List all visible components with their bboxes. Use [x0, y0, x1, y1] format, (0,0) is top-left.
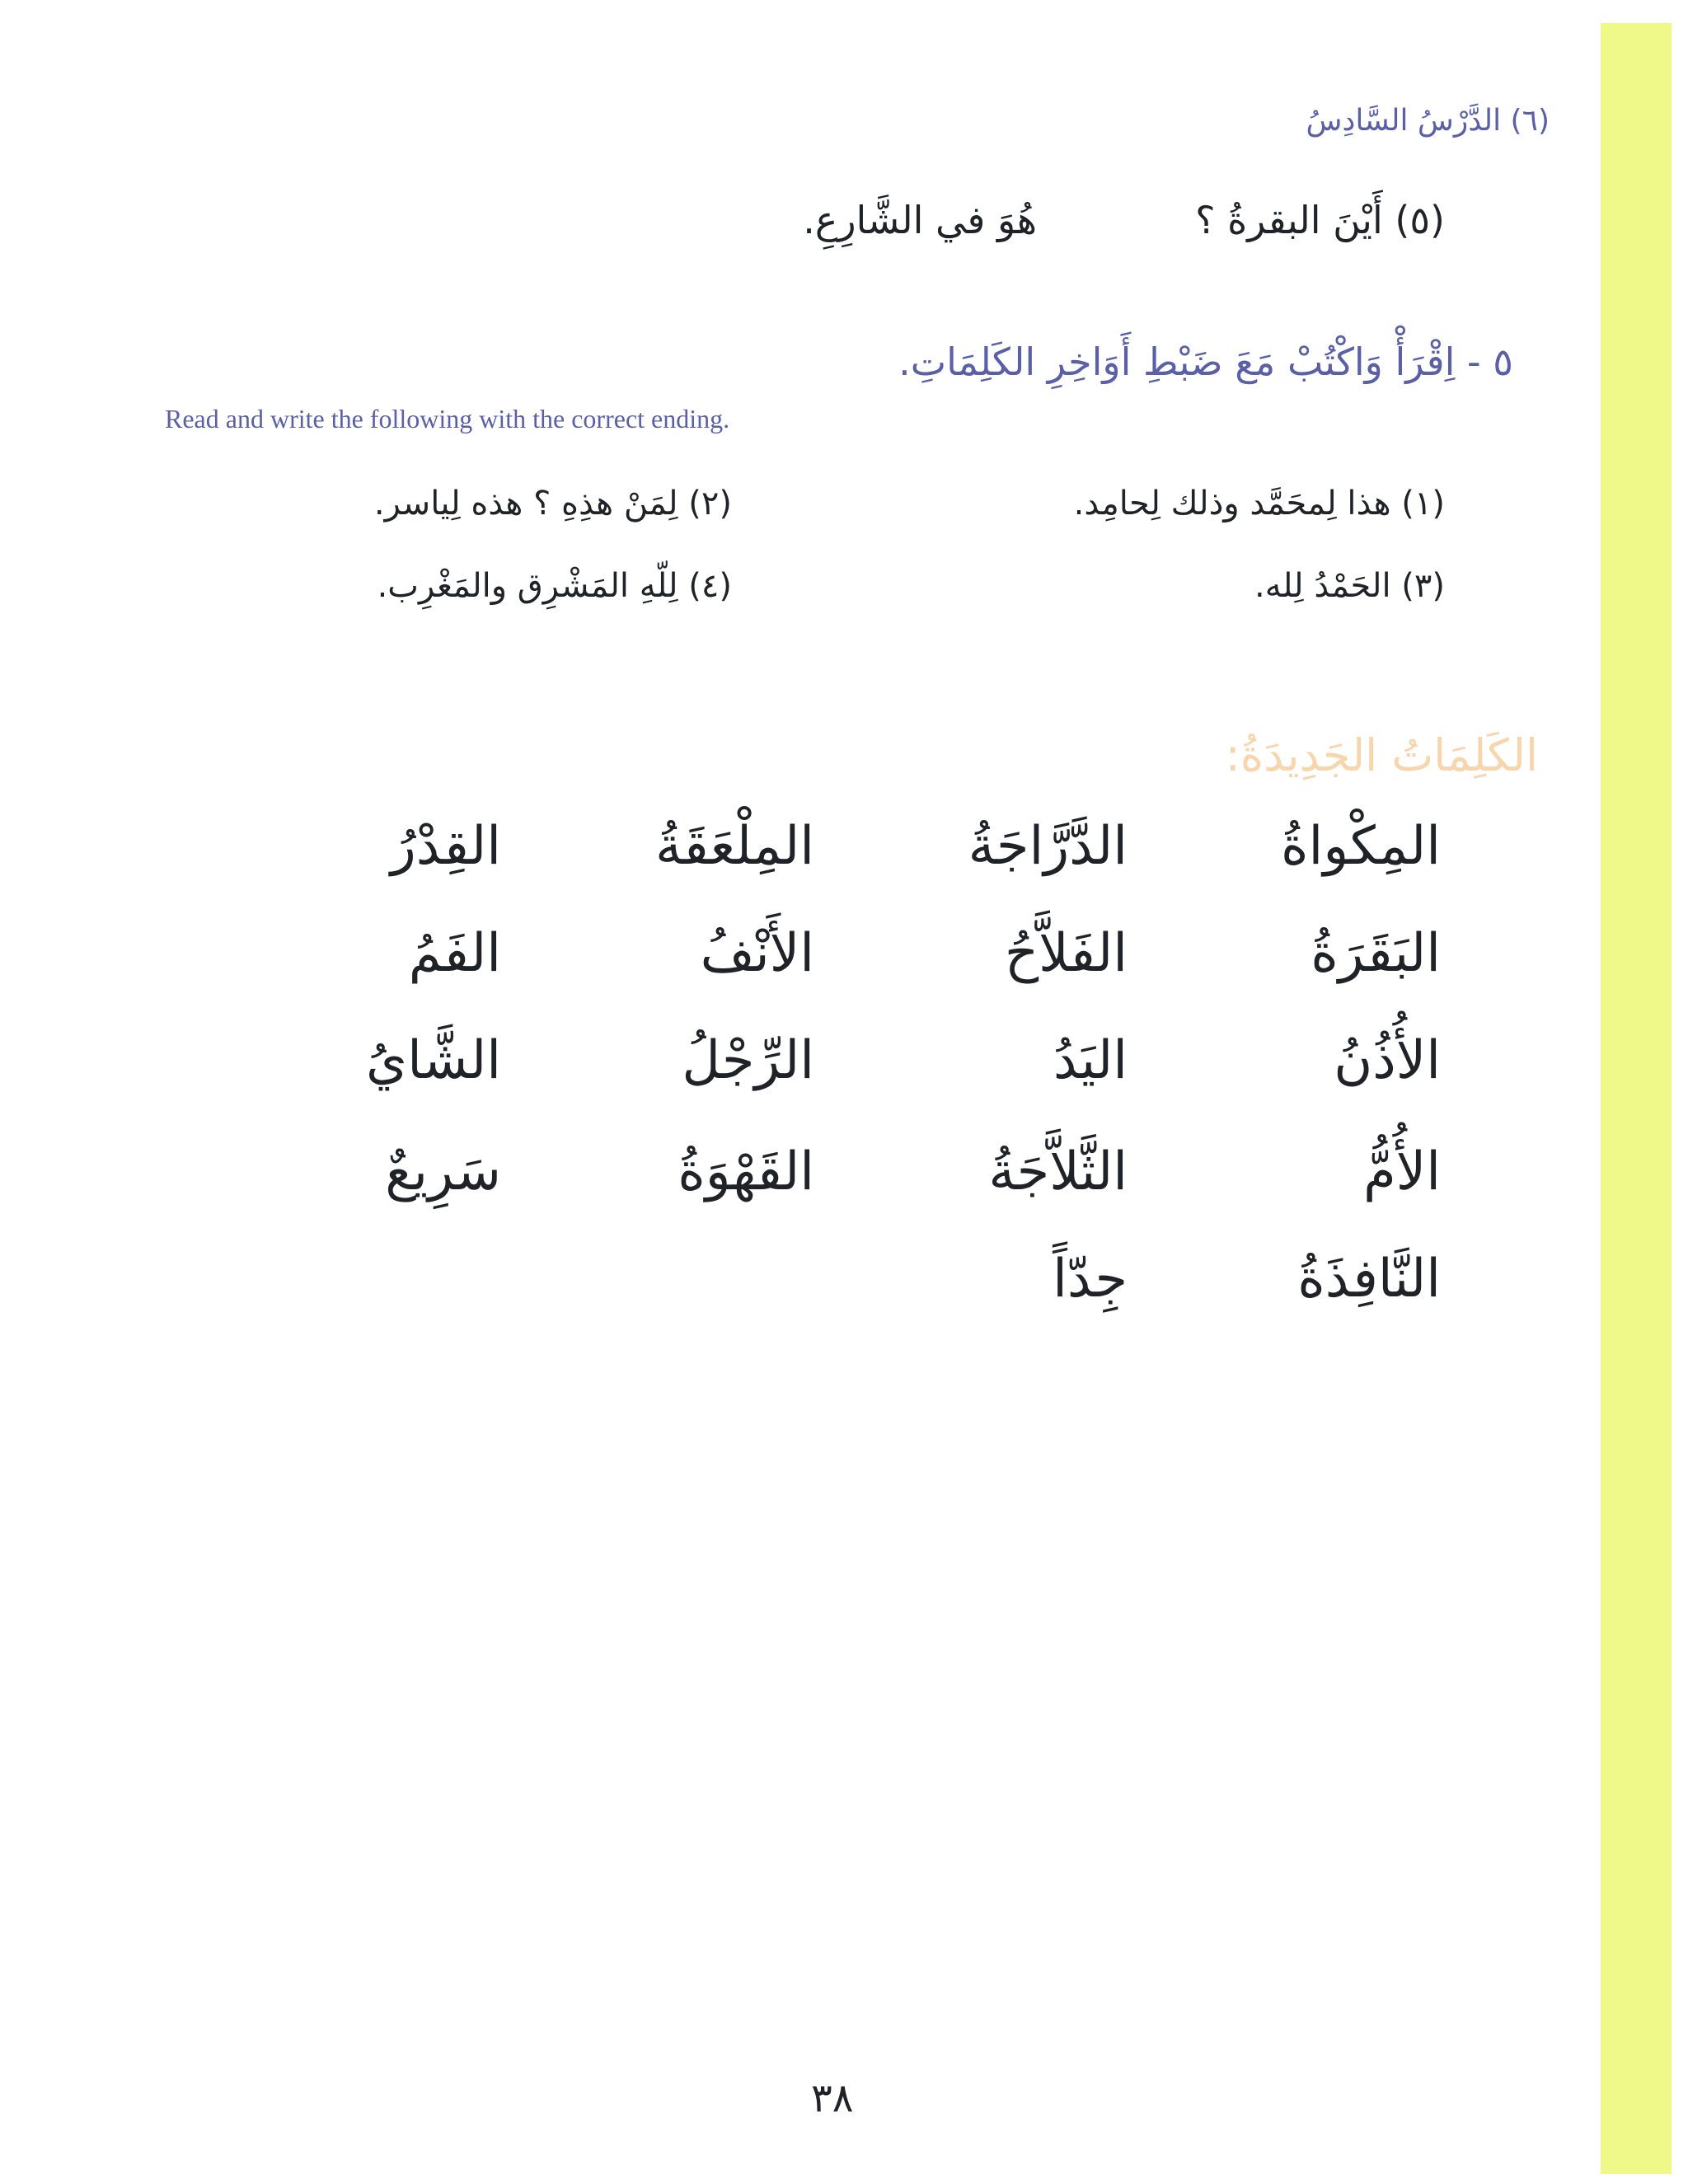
vocab-word: المِلْعَقَةُ: [654, 816, 814, 877]
vocab-word: المِكْواةُ: [1281, 816, 1441, 877]
vocab-word: الشَّايُ: [366, 1030, 501, 1091]
vocab-word: القَهْوَةُ: [678, 1141, 814, 1202]
vocab-word: الأُذُنُ: [1334, 1030, 1441, 1091]
exercise-item-4: (٤) لِلّهِ المَشْرِق والمَغْرِب.: [377, 567, 732, 605]
vocab-word: سَرِيعٌ: [385, 1141, 501, 1202]
answer-5: هُوَ في الشَّارِعِ.: [803, 198, 1037, 242]
page-number: ٣٨: [811, 2075, 854, 2121]
vocab-word: الدَّرَّاجَةُ: [968, 816, 1128, 877]
exercise-item-1: (١) هذا لِمحَمَّد وذلك لِحامِد.: [1073, 485, 1445, 523]
vocab-word: جِدّاً: [1053, 1249, 1128, 1310]
exercise-instruction-english: Read and write the following with the correct ending.: [165, 404, 730, 434]
vocab-word: الفَلاَّحُ: [1004, 923, 1128, 984]
vocab-word: الأَنْفُ: [700, 923, 814, 984]
lesson-header: (٦) الدَّرْسُ السَّادِسُ: [1306, 104, 1550, 138]
vocab-word: الأُمُّ: [1363, 1141, 1441, 1202]
question-5: (٥) أَيْنَ البقرةُ ؟: [1195, 198, 1445, 242]
vocab-word: القِدْرُ: [390, 816, 501, 877]
vocab-word: الفَمُ: [408, 923, 501, 984]
exercise-item-3: (٣) الحَمْدُ لِله.: [1254, 567, 1445, 605]
exercise-title: ٥ - اِقْرَأْ وَاكْتُبْ مَعَ ضَبْطِ أَوَاخِرِ الكَلِمَاتِ.: [898, 340, 1513, 384]
vocab-word: البَقَرَةُ: [1311, 923, 1441, 984]
new-words-title: الكَلِمَاتُ الجَدِيدَةُ:: [1225, 729, 1538, 781]
side-color-strip: [1601, 23, 1672, 2174]
vocab-word: اليَدُ: [1053, 1030, 1128, 1091]
vocab-word: الثَّلاَّجَةُ: [988, 1141, 1128, 1202]
vocab-word: النَّافِذَةُ: [1297, 1249, 1441, 1310]
vocab-word: الرِّجْلُ: [682, 1030, 814, 1091]
exercise-item-2: (٢) لِمَنْ هذِهِ ؟ هذه لِياسر.: [373, 485, 732, 523]
